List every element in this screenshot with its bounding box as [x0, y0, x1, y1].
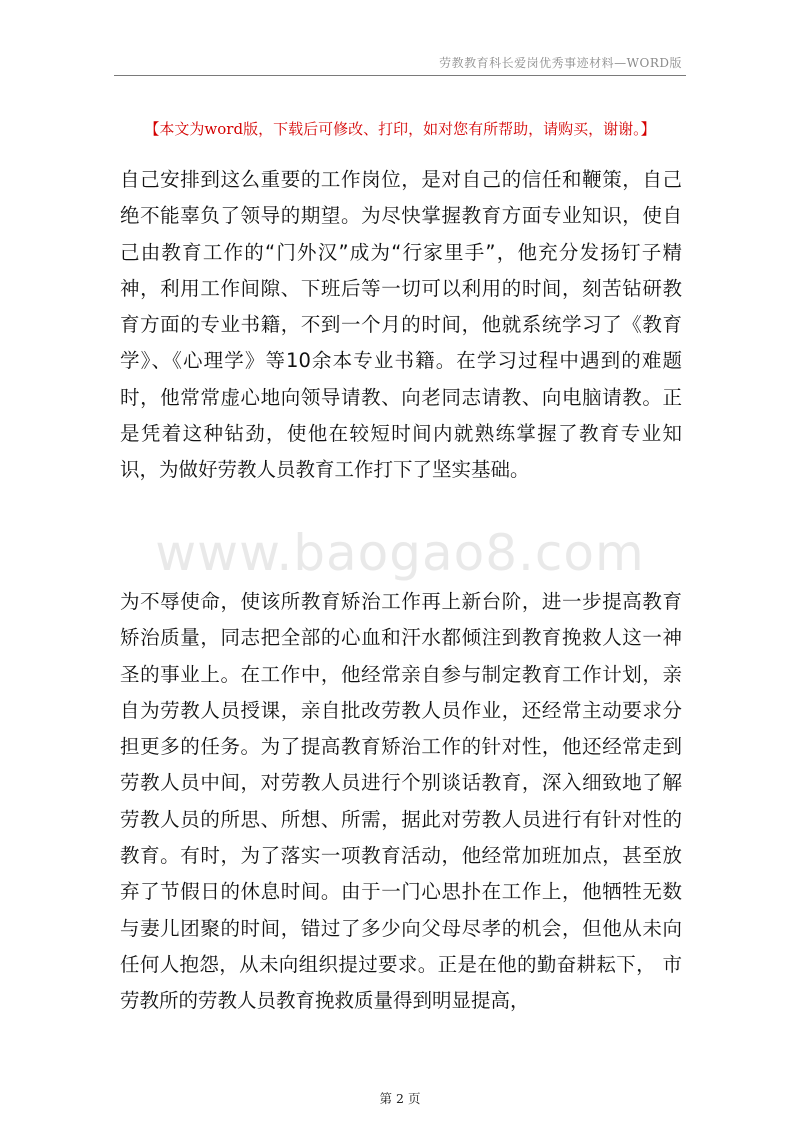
download-notice: 【本文为word版，下载后可修改、打印，如对您有所帮助，请购买，谢谢。】 — [144, 120, 656, 138]
watermark-text: www.baogao8.com — [155, 524, 645, 582]
header-divider — [114, 75, 686, 76]
body-paragraph-2: 为不辱使命，使该所教育矫治工作再上新台阶，进一步提高教育矫治质量，同志把全部的心血和汗水都倾注到教育挽救人这一神圣的事业上。在工作中，他经常亲自参与制定教育工作计划，亲自为劳教人员授课，亲自批改劳教人员作业，还经常主动要求分担更多的任务。为了提高教育矫治工作的针对性，他还经常走到劳教人员中间，对劳教人员进行个别谈话教育，深入细致地了解劳教人员的所思、所想、所需，据此对劳教人员进行有针对性的教育。有时，为了落实一项教育活动，他经常加班加点，甚至放弃了节假日的休息时间。由于一门心思扑在工作上，他牺牲无数与妻儿团聚的时间，错过了多少向父母尽孝的机会，但他从未向任何人抱怨，从未向组织提过要求。正是在他的勤奋耕耘下， 市劳教所的劳教人员教育挽救质量得到明显提高， — [120, 590, 682, 1013]
header-title: 劳教教育科长爱岗优秀事迹材料—WORD版 — [439, 56, 682, 70]
body-paragraph-1: 自己安排到这么重要的工作岗位，是对自己的信任和鞭策，自己绝不能辜负了领导的期望。为尽快掌握教育方面专业知识，使自己由教育工作的“门外汉”成为“行家里手”，他充分发扬钉子精神，利用工作间隙、下班后等一切可以利用的时间，刻苦钻研教育方面的专业书籍，不到一个月的时间，他就系统学习了《教育学》、《心理学》等10余本专业书籍。在学习过程中遇到的难题时，他常常虚心地向领导请教、向老同志请教、向电脑请教。正是凭着这种钻劲，使他在较短时间内就熟练掌握了教育专业知识，为做好劳教人员教育工作打下了坚实基础。 — [120, 168, 682, 482]
page-number: 第 2 页 — [379, 1091, 421, 1106]
